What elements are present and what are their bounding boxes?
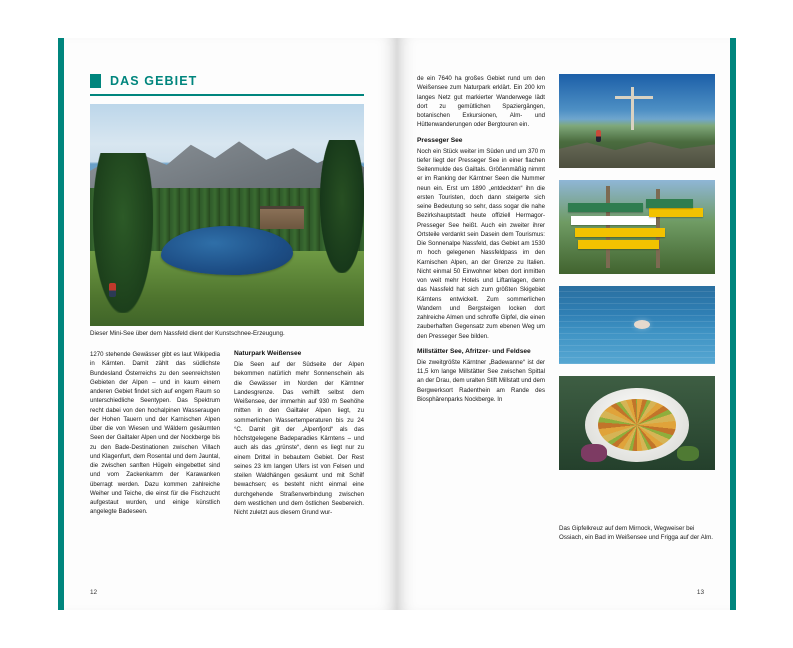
lake-shape bbox=[161, 226, 293, 275]
left-page bbox=[58, 38, 397, 610]
right-photo-caption: Das Gipfelkreuz auf dem Mirnock, Wegweiser bei Ossiach, ein Bad im Weißensee und Frigga auf der Alm. bbox=[559, 525, 713, 542]
folio-left: 12 bbox=[90, 589, 98, 596]
edge-accent-bar-right bbox=[730, 38, 736, 610]
left-column-1-text: 1270 stehende Gewässer gibt es laut Wikipedia in Kärnten. Damit zählt das südlichste Bundesland Österreichs zu den seenreichsten Gebieten der Alpen – und in kaum einem anderen Gebiet findet sich auf engem Raum so unterschiedliche Seentypen. Das Spektrum recht dabei von den hochalpinen Wasseraugen der Hohen Tauern und der Karnischen Alpen über die von Wiesen und Wäldern gesäumten Seen der Gailtaler Alpen und der Nockberge bis zu den Bade-Destinationen zwischen Villach und Klagenfurt, dem Rosental und dem Jauntal, die zwischen sanften Hügeln eingebettet sind und vom Zackenkamm der Karawanken überragt werden. Dazu kommen zahlreiche Weiher und Teiche, die einst für die Fischzucht aufgestaut wurden, und einige künstlich angelegte Badeseen. bbox=[90, 351, 220, 516]
signpost-green bbox=[568, 203, 643, 212]
chapter-rule bbox=[90, 94, 364, 96]
photo-signposts-art bbox=[559, 180, 715, 274]
chapter-heading bbox=[90, 74, 197, 88]
right-photo-column bbox=[559, 74, 715, 582]
hero-caption: Dieser Mini-See über dem Nassfeld dient der Kunstschnee-Erzeugung. bbox=[90, 330, 285, 337]
signpost-yellow-2 bbox=[578, 240, 659, 249]
chapter-title: DAS GEBIET bbox=[110, 74, 198, 88]
left-column-1 bbox=[90, 350, 220, 582]
photo-summit-cross bbox=[559, 74, 715, 168]
summit-cross-bar bbox=[615, 96, 652, 99]
folio-right: 13 bbox=[696, 589, 704, 596]
photo-frigga-art bbox=[559, 376, 715, 470]
signpost-yellow-1 bbox=[575, 228, 665, 237]
vegetable-shape-2 bbox=[677, 446, 699, 461]
hiker-figure bbox=[109, 283, 116, 297]
right-paragraph-2: Noch ein Stück weiter im Süden und um 370 m tiefer liegt der Presseger See in einer flachen Seitenmulde des Gailtals. Größenmäßig nimmt er im Ranking der Kärntner Seen die Nummer neun ein. Erst um 1890 „entdeckten“ ihn die ersten Touristen, doch dann steigerte sich seine Bedeutung so sehr, dass sogar die nahe Bezirkshauptstadt heute offiziell Hermagor-Presseger See heißt. Auch ein zweiter ihrer Ortsteile verdankt sein Dasein dem Tourismus: Die Sonnenalpe Nassfeld, das Gebiet am 1530 m hoch gelegenen Nassfeldpass im den Karnischen Alpen, an der Grenze zu Italien. Nicht einmal 50 Einwohner leben dort inmitten von weit mehr Hotels und Liftanlagen, denn das Nassfeld hat sich zum größten Skigebiet Kärntens entwickelt. Zum sommerlichen Wandern und Bergsteigen locken dort zahlreiche Almen und schroffe Gipfel, die einen zauberhaften Gegensatz zum ebenen Weg um den Presseger See bilden. bbox=[417, 147, 545, 340]
book-spread bbox=[58, 38, 736, 610]
food-shape bbox=[598, 399, 676, 451]
left-column-2 bbox=[234, 350, 364, 582]
rock-shape bbox=[559, 136, 715, 168]
chapter-marker-icon bbox=[90, 74, 101, 88]
tree-right-shape bbox=[320, 140, 364, 273]
vegetable-shape-1 bbox=[581, 444, 607, 462]
right-paragraph-3: Die zweitgrößte Kärntner „Badewanne“ ist der 11,5 km lange Millstätter See zwischen Spittal an der Drau, dem uralten Stift Millstatt und dem Bergwerksort Radenthein am Rande des Biosphärenparks Nockberge. In bbox=[417, 358, 545, 403]
right-paragraph-1: de ein 7640 ha großes Gebiet rund um den Weißensee zum Naturpark erklärt. Ein 200 km langes Netz gut markierter Wanderwege lädt dort zu gemütlichen Spaziergängen, botanischen Exkursionen, Alm- und Hüttenwanderungen oder Bergtouren ein. bbox=[417, 75, 545, 129]
right-subhead-2: Millstätter See, Afritzer- und Feldsee bbox=[417, 347, 531, 355]
photo-swimmer bbox=[559, 286, 715, 364]
photo-signposts bbox=[559, 180, 715, 274]
signpost-green-2 bbox=[646, 199, 693, 208]
left-column-2-text: Die Seen auf der Südseite der Alpen bekommen natürlich mehr Sonnenschein als die Gewässer im Norden der Kärntner Landesgrenze. Das verhilft selbst dem Weißensee, der immerhin auf 930 m Seehöhe mitten in den Gailtaler Alpen liegt, zu sommerlichen Wassertemperaturen bis zu 24 °C. Damit gilt der „Alpenfjord“ als das höchstgelegene Badeparadies Kärntens – und auch als das „grünste“, denn es liegt nur zu einem Drittel in bebautem Gebiet. Der Rest seines 23 km langen Ufers ist von Felsen und steilen Waldhängen gesäumt und mit Schilf bewachsen; es besteht nicht einmal eine durchgehende Straßenverbindung zwischen dem westlichen und dem östlichen Seebereich. Nicht zuletzt aus diesem Grund wur- bbox=[234, 361, 364, 516]
hero-photo-art bbox=[90, 104, 364, 326]
right-page bbox=[397, 38, 736, 610]
edge-accent-bar-left bbox=[58, 38, 64, 610]
summit-cross-icon bbox=[631, 87, 634, 130]
photo-swimmer-art bbox=[559, 286, 715, 364]
left-column-2-subhead: Naturpark Weißensee bbox=[234, 350, 302, 357]
right-page-content bbox=[417, 74, 715, 582]
photo-frigga bbox=[559, 376, 715, 470]
photo-summit-cross-art bbox=[559, 74, 715, 168]
hero-photo bbox=[90, 104, 364, 326]
left-text-columns bbox=[90, 350, 364, 582]
hiker-figure bbox=[596, 130, 601, 142]
signpost-white bbox=[571, 216, 655, 225]
right-subhead-1: Presseger See bbox=[417, 136, 463, 144]
signpost-yellow-3 bbox=[649, 208, 702, 217]
tree-left-shape bbox=[93, 153, 153, 313]
right-text-column bbox=[417, 74, 545, 582]
hut-shape bbox=[260, 206, 304, 229]
